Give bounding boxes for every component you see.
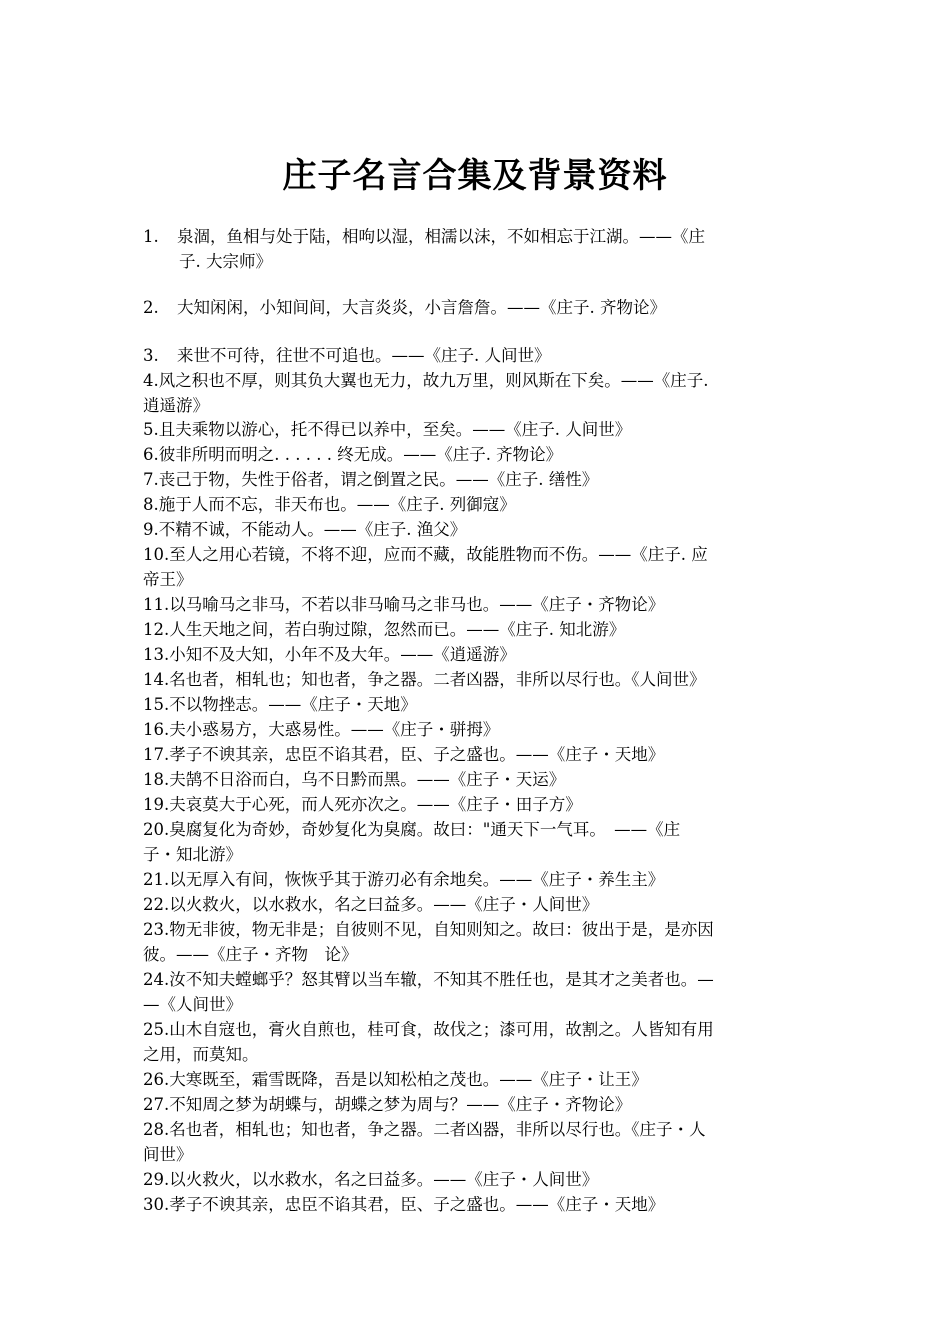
quote-text: 汝不知夫螳螂乎？怒其臂以当车辙，不知其不胜任也，是其才之美者也。— xyxy=(169,970,714,989)
quote-item xyxy=(143,967,811,1017)
quote-number: 5. xyxy=(143,420,159,439)
quote-line xyxy=(143,642,811,667)
quote-item xyxy=(143,1092,811,1117)
quote-item xyxy=(143,767,811,792)
quote-line xyxy=(143,617,811,642)
quote-line xyxy=(143,1167,811,1192)
quote-text: 以火救火，以水救水，名之曰益多。——《庄子・人间世》 xyxy=(169,895,599,914)
quote-text: 子・知北游》 xyxy=(143,845,242,864)
quote-text: 彼。——《庄子・齐物 论》 xyxy=(143,945,358,964)
quote-item xyxy=(143,1067,811,1092)
quote-line xyxy=(143,1117,811,1142)
quote-text: 物无非彼，物无非是；自彼则不见，自知则知之。故曰：彼出于是，是亦因 xyxy=(169,920,714,939)
quote-line xyxy=(143,1142,811,1167)
quote-line xyxy=(143,892,811,917)
quote-text: 至人之用心若镜，不将不迎，应而不藏，故能胜物而不伤。——《庄子. 应 xyxy=(169,545,708,564)
quote-item xyxy=(143,417,811,442)
quote-line xyxy=(143,417,811,442)
quote-text: 且夫乘物以游心，托不得已以养中，至矣。——《庄子. 人间世》 xyxy=(158,420,632,439)
quote-line xyxy=(143,249,811,274)
quote-line xyxy=(143,517,811,542)
quote-text: 彼非所明而明之. . . . . . 终无成。——《庄子. 齐物论》 xyxy=(158,445,563,464)
quote-line xyxy=(143,1192,811,1217)
quote-text: 小知不及大知，小年不及大年。——《逍遥游》 xyxy=(169,645,516,664)
quote-item xyxy=(143,742,811,767)
quote-line xyxy=(143,393,811,418)
quote-text: 帝王》 xyxy=(143,570,193,589)
quote-number: 7. xyxy=(143,470,159,489)
quote-item xyxy=(143,717,811,742)
quote-item xyxy=(143,1117,811,1167)
quote-number: 4. xyxy=(143,371,159,390)
quote-item xyxy=(143,792,811,817)
quote-number: 17. xyxy=(143,745,170,764)
quote-line xyxy=(143,295,811,320)
quote-item xyxy=(143,442,811,467)
quote-line xyxy=(143,767,811,792)
quote-item xyxy=(143,343,811,368)
quote-number: 2. xyxy=(143,298,159,317)
quote-item xyxy=(143,892,811,917)
quote-text: 子. 大宗师》 xyxy=(179,252,272,271)
quote-item xyxy=(143,1192,811,1217)
quote-item xyxy=(143,517,811,542)
quote-number: 6. xyxy=(143,445,159,464)
quote-line xyxy=(143,1092,811,1117)
quote-text: 来世不可待，往世不可追也。——《庄子. 人间世》 xyxy=(177,346,551,365)
quote-line xyxy=(143,224,811,249)
quote-number: 8. xyxy=(143,495,159,514)
quote-number: 14. xyxy=(143,670,170,689)
quote-number: 25. xyxy=(143,1020,170,1039)
quote-text: 孝子不谀其亲，忠臣不谄其君，臣、子之盛也。——《庄子・天地》 xyxy=(169,745,665,764)
quote-number: 12. xyxy=(143,620,170,639)
quote-text: 逍遥游》 xyxy=(143,396,209,415)
quote-item xyxy=(143,692,811,717)
quote-number: 11. xyxy=(143,595,170,614)
quote-number: 3. xyxy=(143,346,159,365)
quote-line xyxy=(143,1017,811,1042)
quote-text: 丧己于物，失性于俗者，谓之倒置之民。——《庄子. 缮性》 xyxy=(158,470,599,489)
quote-number: 30. xyxy=(143,1195,170,1214)
quote-item xyxy=(143,1167,811,1192)
quote-line xyxy=(143,967,811,992)
quote-line xyxy=(143,467,811,492)
quote-number: 18. xyxy=(143,770,170,789)
quote-text: 名也者，相轧也；知也者，争之器。二者凶器，非所以尽行也。《人间世》 xyxy=(169,670,706,689)
quote-line xyxy=(143,917,811,942)
quote-line xyxy=(143,592,811,617)
quote-number: 20. xyxy=(143,820,170,839)
quote-line xyxy=(143,842,811,867)
quote-item xyxy=(143,642,811,667)
quote-item xyxy=(143,667,811,692)
quote-item xyxy=(143,917,811,967)
quote-text: 山木自寇也，膏火自煎也，桂可食，故伐之；漆可用，故割之。人皆知有用 xyxy=(169,1020,714,1039)
quote-number: 15. xyxy=(143,695,170,714)
quote-text: 臭腐复化为奇妙，奇妙复化为臭腐。故曰："通天下一气耳。 ——《庄 xyxy=(169,820,681,839)
quote-item xyxy=(143,1017,811,1067)
quote-line xyxy=(143,867,811,892)
quote-number: 27. xyxy=(143,1095,170,1114)
quote-line xyxy=(143,817,811,842)
quote-text: 夫小惑易方，大惑易性。——《庄子・骈拇》 xyxy=(169,720,500,739)
quote-item xyxy=(143,592,811,617)
quote-text: 泉涸，鱼相与处于陆，相呴以湿，相濡以沫，不如相忘于江湖。——《庄 xyxy=(177,227,705,246)
quote-line xyxy=(143,1067,811,1092)
quote-line xyxy=(143,692,811,717)
quote-line xyxy=(143,992,811,1017)
quote-item xyxy=(143,368,811,418)
quote-text: 不以物挫志。——《庄子・天地》 xyxy=(169,695,417,714)
quote-number: 28. xyxy=(143,1120,170,1139)
quote-text: —《人间世》 xyxy=(143,995,242,1014)
quote-text: 名也者，相轧也；知也者，争之器。二者凶器，非所以尽行也。《庄子・人 xyxy=(169,1120,706,1139)
quote-text: 施于人而不忘，非天布也。——《庄子. 列御寇》 xyxy=(158,495,516,514)
quote-text: 大知闲闲，小知间间，大言炎炎，小言詹詹。——《庄子. 齐物论》 xyxy=(177,298,666,317)
quote-text: 间世》 xyxy=(143,1145,193,1164)
quote-line xyxy=(143,942,811,967)
quote-number: 1. xyxy=(143,227,159,246)
quote-line xyxy=(143,717,811,742)
quote-number: 16. xyxy=(143,720,170,739)
quote-line xyxy=(143,567,811,592)
quote-text: 不精不诚，不能动人。——《庄子. 渔父》 xyxy=(158,520,467,539)
quote-item xyxy=(143,617,811,642)
quote-line xyxy=(143,492,811,517)
quote-item xyxy=(143,817,811,867)
quote-number: 22. xyxy=(143,895,170,914)
quote-number: 24. xyxy=(143,970,170,989)
quote-text: 孝子不谀其亲，忠臣不谄其君，臣、子之盛也。——《庄子・天地》 xyxy=(169,1195,665,1214)
quote-text: 以马喻马之非马，不若以非马喻马之非马也。——《庄子・齐物论》 xyxy=(169,595,665,614)
quote-item xyxy=(143,224,811,274)
quote-number: 19. xyxy=(143,795,170,814)
quote-line xyxy=(143,368,811,393)
quote-item xyxy=(143,295,811,320)
quote-line xyxy=(143,343,811,368)
quote-number: 13. xyxy=(143,645,170,664)
quote-text: 夫鹄不日浴而白，乌不日黔而黑。——《庄子・天运》 xyxy=(169,770,566,789)
document-title: 庄子名言合集及背景资料 xyxy=(282,156,668,196)
quote-text: 不知周之梦为胡蝶与，胡蝶之梦为周与？——《庄子・齐物论》 xyxy=(169,1095,632,1114)
quote-line xyxy=(143,1042,811,1067)
quote-item xyxy=(143,467,811,492)
quote-line xyxy=(143,792,811,817)
quote-item xyxy=(143,867,811,892)
quote-number: 29. xyxy=(143,1170,170,1189)
quote-number: 10. xyxy=(143,545,170,564)
quote-number: 26. xyxy=(143,1070,170,1089)
quote-number: 9. xyxy=(143,520,159,539)
quote-line xyxy=(143,542,811,567)
quote-text: 以火救火，以水救水，名之曰益多。——《庄子・人间世》 xyxy=(169,1170,599,1189)
quote-text: 以无厚入有间，恢恢乎其于游刃必有余地矣。——《庄子・养生主》 xyxy=(169,870,665,889)
quote-text: 人生天地之间，若白驹过隙，忽然而已。——《庄子. 知北游》 xyxy=(169,620,626,639)
quote-number: 23. xyxy=(143,920,170,939)
quote-item xyxy=(143,542,811,592)
quote-line xyxy=(143,442,811,467)
quote-item xyxy=(143,492,811,517)
quote-text: 夫哀莫大于心死，而人死亦次之。——《庄子・田子方》 xyxy=(169,795,582,814)
quote-number: 21. xyxy=(143,870,170,889)
quote-line xyxy=(143,667,811,692)
quote-text: 大寒既至，霜雪既降，吾是以知松柏之茂也。——《庄子・让王》 xyxy=(169,1070,648,1089)
quote-text: 之用，而莫知。 xyxy=(143,1045,259,1064)
quote-text: 风之积也不厚，则其负大翼也无力，故九万里，则风斯在下矣。——《庄子. xyxy=(158,371,709,390)
quote-line xyxy=(143,742,811,767)
